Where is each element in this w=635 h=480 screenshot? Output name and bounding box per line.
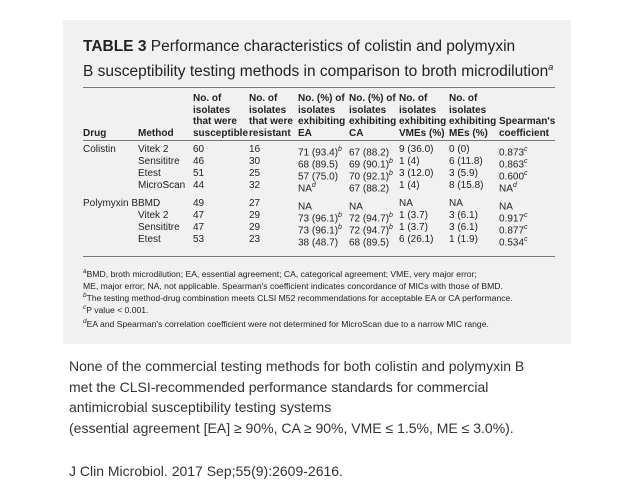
header-ca <box>349 93 396 139</box>
cell-value: 69 (90.1) <box>349 159 390 171</box>
cell-r <box>249 222 260 234</box>
table-label: TABLE 3 <box>83 38 147 55</box>
table-top-rule <box>83 87 555 88</box>
cell-s <box>193 144 204 156</box>
cell-value: 32 <box>249 180 261 191</box>
footnote-text: ME, major error; NA, not applicable. Spearman's coefficient indicates concordance of MICs with those of BMD. <box>83 280 503 291</box>
cell-value: 60 <box>193 144 205 155</box>
cell-method <box>138 234 161 246</box>
cell-value: Colistin <box>83 144 116 155</box>
cell-s <box>193 198 204 210</box>
header-line: exhibiting <box>349 116 397 127</box>
cell-me <box>449 222 478 234</box>
footnote-mark: c <box>83 304 87 311</box>
cell-value: NA <box>349 201 363 213</box>
cell-footnote-mark: b <box>389 212 393 219</box>
cell-footnote-mark: c <box>524 170 528 177</box>
cell-value: 44 <box>193 180 205 191</box>
cell-s <box>193 234 204 246</box>
caption-line: met the CLSI-recommended performance standards for commercial <box>69 378 489 395</box>
cell-value: NA <box>399 198 413 209</box>
cell-method <box>138 168 161 180</box>
cell-s <box>193 180 204 192</box>
cell-ea <box>298 180 316 195</box>
cell-method <box>138 180 185 192</box>
cell-value: 3 (6.1) <box>449 222 478 233</box>
caption-line: (essential agreement [EA] ≥ 90%, CA ≥ 90%, VME ≤ 1.5%, ME ≤ 3.0%). <box>69 419 514 436</box>
header-line: that were <box>193 116 237 127</box>
header-line: exhibiting <box>298 116 346 127</box>
cell-r <box>249 168 260 180</box>
header-line: MEs (%) <box>449 127 488 139</box>
cell-method <box>138 198 160 210</box>
header-line: Spearman's <box>499 116 556 127</box>
cell-footnote-mark: b <box>338 146 342 153</box>
cell-value: 1 (3.7) <box>399 210 428 221</box>
cell-value: 27 <box>249 198 261 209</box>
cell-vme <box>399 198 413 210</box>
cell-value: NA <box>499 183 513 195</box>
cell-ca <box>349 180 389 195</box>
cell-value: NA <box>449 198 463 209</box>
header-susceptible <box>193 93 248 139</box>
table-header-rule <box>83 140 555 141</box>
footnote-mark: b <box>83 292 87 299</box>
cell-method <box>138 222 180 234</box>
cell-footnote-mark: c <box>524 212 528 219</box>
cell-me <box>449 234 478 246</box>
footnote-text: BMD, broth microdilution; EA, essential agreement; CA, categorical agreement; VME, very major error; <box>86 268 477 279</box>
header-vme <box>399 93 446 139</box>
cell-value: 49 <box>193 198 205 209</box>
cell-value: Etest <box>138 168 161 179</box>
cell-s <box>193 168 204 180</box>
cell-footnote-mark: b <box>389 170 393 177</box>
cell-footnote-mark: b <box>389 224 393 231</box>
cell-me <box>449 168 478 180</box>
cell-value: 1 (3.7) <box>399 222 428 233</box>
cell-value: 29 <box>249 222 261 233</box>
cell-value: 3 (12.0) <box>399 168 434 179</box>
cell-value: 67 (88.2) <box>349 147 390 159</box>
header-line: Method <box>138 127 174 139</box>
header-line: that were <box>249 116 293 127</box>
cell-r <box>249 156 260 168</box>
cell-ca <box>349 234 389 249</box>
cell-footnote-mark: b <box>389 158 393 165</box>
cell-value: 3 (6.1) <box>449 210 478 221</box>
cell-sp <box>499 180 517 195</box>
cell-ea <box>298 234 338 249</box>
cell-value: NA <box>499 201 513 213</box>
cell-me <box>449 144 470 156</box>
cell-value: Polymyxin B <box>83 198 139 209</box>
header-line: CA <box>349 127 364 139</box>
cell-r <box>249 144 260 156</box>
cell-value: 72 (94.7) <box>349 213 390 225</box>
cell-value: 9 (36.0) <box>399 144 434 155</box>
cell-drug <box>83 144 116 156</box>
cell-value: 1 (1.9) <box>449 234 478 245</box>
cell-footnote-mark: c <box>524 236 528 243</box>
cell-footnote-mark: c <box>524 146 528 153</box>
cell-value: 23 <box>249 234 261 245</box>
cell-r <box>249 198 260 210</box>
header-line: No. of <box>399 93 428 104</box>
cell-footnote-mark: d <box>512 182 517 189</box>
header-spearman <box>499 116 555 139</box>
table-title-line1: Performance characteristics of colistin and polymyxin <box>150 38 516 55</box>
cell-value: 1 (4) <box>399 156 420 167</box>
table-title <box>83 36 563 82</box>
header-line: No. (%) of <box>298 93 345 104</box>
cell-vme <box>399 210 428 222</box>
cell-value: 0.534 <box>499 237 525 249</box>
cell-value: Sensititre <box>138 222 180 233</box>
table-bottom-rule <box>83 256 555 257</box>
title-footnote-mark: a <box>548 62 554 72</box>
footnote-text: EA and Spearman's correlation coefficient were not determined for MicroScan due to a narrow MIC range. <box>86 318 489 329</box>
footnote <box>83 316 563 330</box>
header-line: isolates <box>249 104 287 116</box>
cell-value: 25 <box>249 168 261 179</box>
cell-me <box>449 210 478 222</box>
cell-value: 3 (5.9) <box>449 168 478 179</box>
citation: J Clin Microbiol. 2017 Sep;55(9):2609-2616. <box>69 463 343 479</box>
header-resistant <box>249 93 293 139</box>
cell-footnote-mark: b <box>338 212 342 219</box>
cell-r <box>249 234 260 246</box>
cell-drug <box>83 198 138 210</box>
footnote-text: P value < 0.001. <box>86 304 149 315</box>
cell-value: 0 (0) <box>449 144 470 155</box>
cell-vme <box>399 180 420 192</box>
cell-r <box>249 210 260 222</box>
cell-me <box>449 180 483 192</box>
header-line: exhibiting <box>449 116 497 127</box>
header-line: isolates <box>193 104 231 116</box>
cell-footnote-mark: c <box>524 158 528 165</box>
cell-vme <box>399 144 433 156</box>
footnote-mark: a <box>83 268 87 275</box>
header-line: isolates <box>449 104 487 116</box>
header-line: No. (%) of <box>349 93 396 104</box>
cell-value: BMD <box>138 198 161 209</box>
cell-value: 73 (96.1) <box>298 225 339 237</box>
footnote-mark: d <box>83 318 87 325</box>
cell-value: MicroScan <box>138 180 186 191</box>
cell-value: 68 (89.5) <box>298 159 339 171</box>
cell-value: 0.863 <box>499 159 525 171</box>
cell-value: 67 (88.2) <box>349 183 390 195</box>
cell-vme <box>399 234 433 246</box>
cell-value: Sensititre <box>138 156 180 167</box>
cell-footnote-mark: b <box>338 224 342 231</box>
header-line: isolates <box>298 104 336 116</box>
cell-method <box>138 144 168 156</box>
cell-sp <box>499 234 528 249</box>
cell-value: 0.600 <box>499 171 525 183</box>
figure-caption <box>69 356 609 438</box>
cell-vme <box>399 222 428 234</box>
header-line: No. of <box>249 93 278 104</box>
cell-footnote-mark: c <box>524 224 528 231</box>
header-line: No. of <box>193 93 222 104</box>
cell-s <box>193 210 204 222</box>
cell-value: 6 (11.8) <box>449 156 483 167</box>
cell-s <box>193 222 204 234</box>
cell-value: 1 (4) <box>399 180 420 191</box>
cell-value: Vitek 2 <box>138 210 169 221</box>
cell-value: Vitek 2 <box>138 144 169 155</box>
cell-value: 6 (26.1) <box>399 234 434 245</box>
cell-value: 72 (94.7) <box>349 225 390 237</box>
cell-value: 47 <box>193 222 205 233</box>
cell-value: NA <box>298 183 312 195</box>
cell-vme <box>399 156 420 168</box>
header-drug <box>83 128 106 140</box>
cell-r <box>249 180 260 192</box>
cell-footnote-mark: d <box>311 182 316 189</box>
caption-line: None of the commercial testing methods for both colistin and polymyxin B <box>69 358 525 374</box>
cell-value: 8 (15.8) <box>449 180 484 191</box>
cell-value: 53 <box>193 234 205 245</box>
header-line: exhibiting <box>399 116 447 127</box>
header-method <box>138 128 174 140</box>
header-line: VMEs (%) <box>399 127 445 139</box>
cell-value: 71 (93.4) <box>298 147 339 159</box>
cell-value: 57 (75.0) <box>298 171 339 183</box>
cell-method <box>138 156 180 168</box>
header-line: EA <box>298 127 312 139</box>
header-line: isolates <box>349 104 387 116</box>
cell-value: 70 (92.1) <box>349 171 390 183</box>
cell-value: 68 (89.5) <box>349 237 390 249</box>
cell-value: 0.917 <box>499 213 525 225</box>
header-line: coefficient <box>499 127 550 139</box>
header-line: susceptible <box>193 127 249 139</box>
table-figure <box>63 20 571 344</box>
cell-me <box>449 198 463 210</box>
cell-me <box>449 156 483 168</box>
cell-value: Etest <box>138 234 161 245</box>
cell-value: 73 (96.1) <box>298 213 339 225</box>
cell-value: 0.873 <box>499 147 525 159</box>
cell-value: 47 <box>193 210 205 221</box>
table-title-line2: B susceptibility testing methods in comparison to broth microdilution <box>83 63 549 81</box>
cell-value: 30 <box>249 156 261 167</box>
header-line: isolates <box>399 104 437 116</box>
header-line: No. of <box>449 93 478 104</box>
cell-value: 29 <box>249 210 261 221</box>
header-me <box>449 93 496 139</box>
cell-value: NA <box>298 201 312 213</box>
cell-value: 46 <box>193 156 205 167</box>
cell-value: 0.877 <box>499 225 525 237</box>
cell-vme <box>399 168 433 180</box>
header-line: Drug <box>83 127 107 139</box>
cell-value: 51 <box>193 168 205 179</box>
caption-line: antimicrobial susceptibility testing systems <box>69 399 332 415</box>
cell-method <box>138 210 168 222</box>
cell-value: 38 (48.7) <box>298 237 339 249</box>
cell-s <box>193 156 204 168</box>
cell-value: 16 <box>249 144 261 155</box>
header-line: resistant <box>249 127 291 139</box>
footnote-text: The testing method-drug combination meets CLSI M52 recommendations for acceptable EA or CA performance. <box>86 292 513 303</box>
header-ea <box>298 93 345 139</box>
footnote <box>83 302 563 316</box>
